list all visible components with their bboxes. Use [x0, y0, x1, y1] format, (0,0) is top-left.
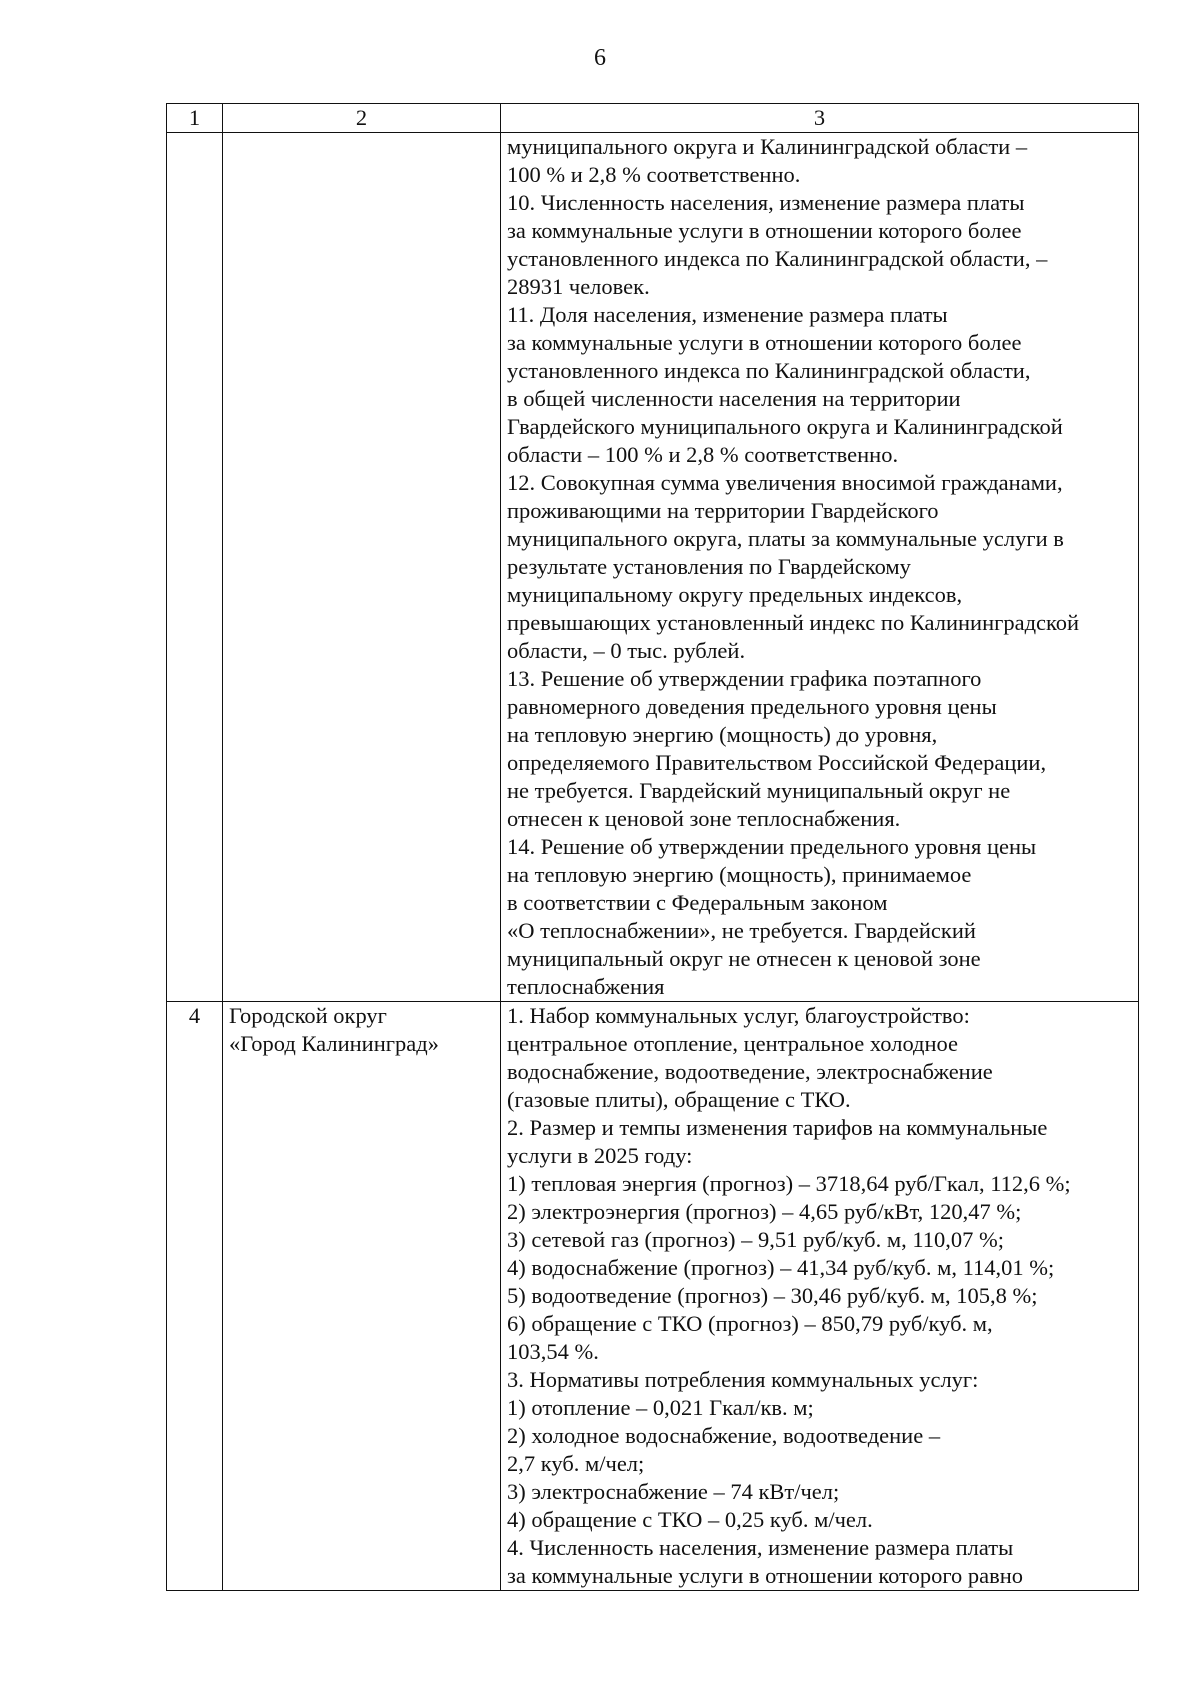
header-cell-3: 3	[501, 104, 1139, 133]
text-line: услуги в 2025 году:	[507, 1143, 693, 1168]
text-line: на тепловую энергию (мощность), принимаемое	[507, 862, 972, 887]
text-line: в соответствии с Федеральным законом	[507, 890, 888, 915]
text-line: 3. Нормативы потребления коммунальных услуг:	[507, 1367, 979, 1392]
text-line: установленного индекса по Калининградской области, –	[507, 246, 1048, 271]
row-name	[223, 133, 501, 1002]
text-line: за коммунальные услуги в отношении которого более	[507, 218, 1022, 243]
text-line: результате установления по Гвардейскому	[507, 554, 911, 579]
text-line: 3) электроснабжение – 74 кВт/чел;	[507, 1479, 840, 1504]
text-line: 2,7 куб. м/чел;	[507, 1451, 645, 1476]
row-name	[223, 1002, 501, 1591]
page-number: 6	[594, 45, 606, 71]
text-line: теплоснабжения	[507, 974, 665, 999]
header-cell-2: 2	[223, 104, 501, 133]
table-header-row	[167, 104, 1139, 133]
document-table	[166, 103, 1139, 1591]
text-line: 28931 человек.	[507, 274, 650, 299]
text-line: 1. Набор коммунальных услуг, благоустройство:	[507, 1003, 970, 1028]
text-line: 10. Численность населения, изменение размера платы	[507, 190, 1025, 215]
text-line: 1) отопление – 0,021 Гкал/кв. м;	[507, 1395, 814, 1420]
text-line: определяемого Правительством Российской Федерации,	[507, 750, 1047, 775]
text-line: 6) обращение с ТКО (прогноз) – 850,79 руб/куб. м,	[507, 1311, 993, 1336]
text-line: 2) электроэнергия (прогноз) – 4,65 руб/кВт, 120,47 %;	[507, 1199, 1022, 1224]
text-line: 100 % и 2,8 % соответственно.	[507, 162, 801, 187]
text-line: 4) водоснабжение (прогноз) – 41,34 руб/куб. м, 114,01 %;	[507, 1255, 1055, 1280]
text-line: 4) обращение с ТКО – 0,25 куб. м/чел.	[507, 1507, 873, 1532]
header-cell-1: 1	[167, 104, 223, 133]
text-line: Городской округ	[229, 1003, 387, 1028]
text-line: (газовые плиты), обращение с ТКО.	[507, 1087, 851, 1112]
text-line: 103,54 %.	[507, 1339, 599, 1364]
text-line: муниципальному округу предельных индексов,	[507, 582, 963, 607]
text-line: 4. Численность населения, изменение размера платы	[507, 1535, 1014, 1560]
text-line: на тепловую энергию (мощность) до уровня,	[507, 722, 938, 747]
text-line: в общей численности населения на территории	[507, 386, 961, 411]
row-content	[501, 133, 1139, 1002]
text-line: 2) холодное водоснабжение, водоотведение –	[507, 1423, 941, 1448]
text-line: муниципального округа, платы за коммунальные услуги в	[507, 526, 1064, 551]
text-line: превышающих установленный индекс по Калининградской	[507, 610, 1080, 635]
row-number	[167, 133, 223, 1002]
text-line: «Город Калининград»	[229, 1031, 439, 1056]
text-line: муниципальный округ не отнесен к ценовой зоне	[507, 946, 981, 971]
text-line: проживающими на территории Гвардейского	[507, 498, 939, 523]
text-line: 12. Совокупная сумма увеличения вносимой гражданами,	[507, 470, 1063, 495]
table-row	[167, 133, 1139, 1002]
text-line: за коммунальные услуги в отношении которого равно	[507, 1563, 1024, 1588]
text-line: Гвардейского муниципального округа и Калининградской	[507, 414, 1063, 439]
text-line: муниципального округа и Калининградской области –	[507, 134, 1028, 159]
text-line: за коммунальные услуги в отношении которого более	[507, 330, 1022, 355]
table-row	[167, 1002, 1139, 1591]
text-line: 2. Размер и темпы изменения тарифов на коммунальные	[507, 1115, 1048, 1140]
text-line: равномерного доведения предельного уровня цены	[507, 694, 997, 719]
text-line: 13. Решение об утверждении графика поэтапного	[507, 666, 982, 691]
text-line: отнесен к ценовой зоне теплоснабжения.	[507, 806, 901, 831]
text-line: 1) тепловая энергия (прогноз) – 3718,64 руб/Гкал, 112,6 %;	[507, 1171, 1071, 1196]
text-line: водоснабжение, водоотведение, электроснабжение	[507, 1059, 993, 1084]
row-number: 4	[167, 1002, 223, 1591]
text-line: не требуется. Гвардейский муниципальный округ не	[507, 778, 1011, 803]
text-line: центральное отопление, центральное холодное	[507, 1031, 959, 1056]
text-line: области, – 0 тыс. рублей.	[507, 638, 746, 663]
row-content	[501, 1002, 1139, 1591]
text-line: 14. Решение об утверждении предельного уровня цены	[507, 834, 1037, 859]
text-line: «О теплоснабжении», не требуется. Гвардейский	[507, 918, 976, 943]
text-line: 11. Доля населения, изменение размера платы	[507, 302, 948, 327]
text-line: области – 100 % и 2,8 % соответственно.	[507, 442, 899, 467]
text-line: 3) сетевой газ (прогноз) – 9,51 руб/куб. м, 110,07 %;	[507, 1227, 1004, 1252]
text-line: 5) водоотведение (прогноз) – 30,46 руб/куб. м, 105,8 %;	[507, 1283, 1038, 1308]
text-line: установленного индекса по Калининградской области,	[507, 358, 1031, 383]
